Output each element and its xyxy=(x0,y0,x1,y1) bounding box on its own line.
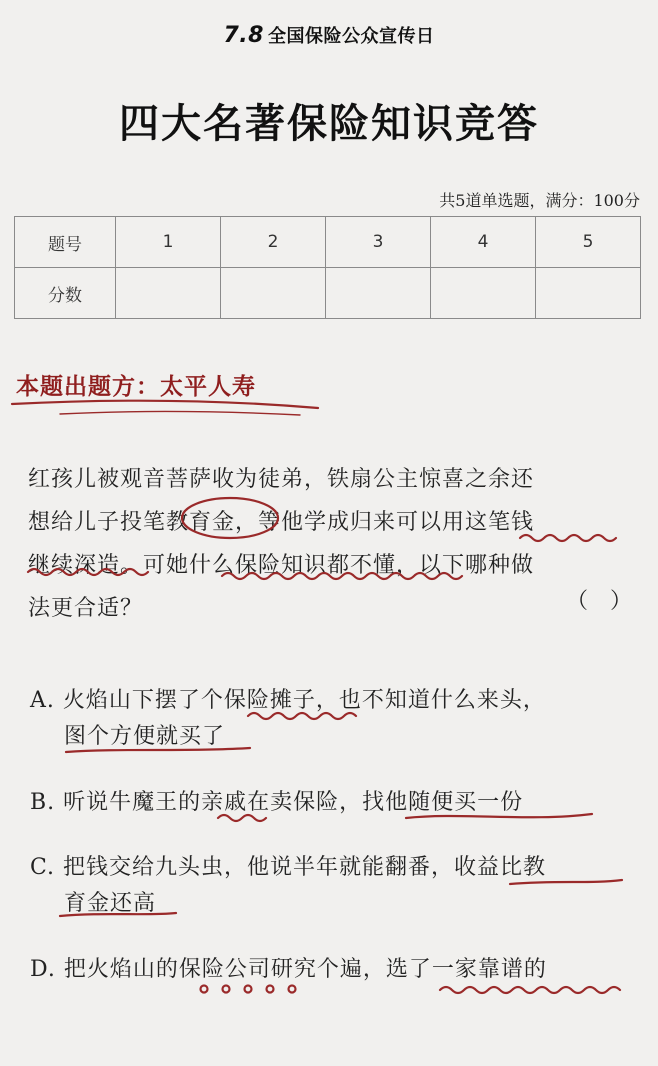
score-cell[interactable] xyxy=(116,268,221,319)
logo xyxy=(0,22,658,48)
question-line: 红孩儿被观音菩萨收为徒弟，铁扇公主惊喜之余还 xyxy=(28,467,535,492)
option-a[interactable] xyxy=(30,683,630,755)
option-b[interactable] xyxy=(30,785,630,821)
score-table xyxy=(14,216,641,319)
logo-text: 全国保险公众宣传日 xyxy=(267,26,435,47)
quiz-meta: 共5道单选题，满分：100分 xyxy=(439,191,640,210)
source-underline xyxy=(12,401,318,408)
question-line: 法更合适？ xyxy=(28,596,144,621)
question-number: 1 xyxy=(116,217,221,268)
table-row xyxy=(15,217,641,268)
row-label-score: 分数 xyxy=(15,268,116,319)
question-number: 5 xyxy=(536,217,641,268)
option-line: D. 把火焰山的保险公司研究个遍，选了一家靠谱的 xyxy=(30,957,547,982)
option-line: B. 听说牛魔王的亲戚在卖保险，找他随便买一份 xyxy=(30,790,524,815)
option-c[interactable] xyxy=(30,850,630,922)
question-number: 4 xyxy=(431,217,536,268)
score-cell[interactable] xyxy=(221,268,326,319)
option-line: C. 把钱交给九头虫，他说半年就能翻番，收益比教 xyxy=(30,855,547,880)
score-cell[interactable] xyxy=(431,268,536,319)
answer-blank[interactable]: （ ） xyxy=(566,589,633,614)
option-d[interactable] xyxy=(30,952,630,988)
page-title: 四大名著保险知识竞答 xyxy=(119,100,539,147)
logo-mark: 7.8 xyxy=(223,23,264,48)
score-cell[interactable] xyxy=(326,268,431,319)
question-line: 继续深造。可她什么保险知识都不懂，以下哪种做 xyxy=(28,553,535,578)
question-source: 本题出题方：太平人寿 xyxy=(16,373,256,400)
question-number: 2 xyxy=(221,217,326,268)
option-line: 图个方便就买了 xyxy=(64,724,226,749)
row-label-question-number: 题号 xyxy=(15,217,116,268)
table-row xyxy=(15,268,641,319)
question-number: 3 xyxy=(326,217,431,268)
option-line: 育金还高 xyxy=(64,891,157,916)
score-cell[interactable] xyxy=(536,268,641,319)
option-line: A. 火焰山下摆了个保险摊子，也不知道什么来头， xyxy=(30,688,546,713)
question-text xyxy=(28,458,628,630)
source-underline-2 xyxy=(60,411,300,415)
question-line: 想给儿子投笔教育金，等他学成归来可以用这笔钱 xyxy=(28,510,535,535)
